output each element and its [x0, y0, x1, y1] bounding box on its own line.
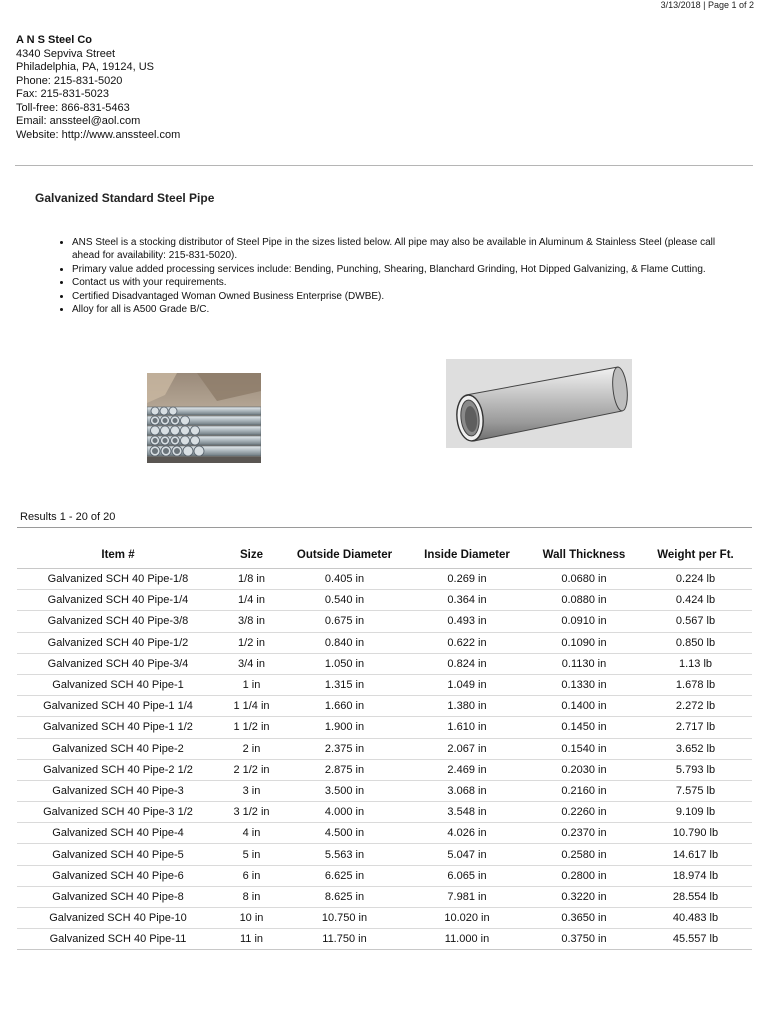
table-row [17, 908, 752, 929]
cell-outside-diameter: 1.900 in [284, 717, 405, 738]
pipe-spec-table [17, 541, 752, 950]
cell-inside-diameter: 1.380 in [405, 696, 529, 717]
cell-wall-thickness: 0.0680 in [529, 569, 639, 590]
cell-outside-diameter: 3.500 in [284, 780, 405, 801]
company-city: Philadelphia, PA, 19124, US [16, 61, 154, 73]
table-row [17, 886, 752, 907]
cell-outside-diameter: 1.315 in [284, 674, 405, 695]
cell-size: 3 1/2 in [219, 802, 284, 823]
header-divider [15, 165, 753, 166]
cell-size: 1/4 in [219, 590, 284, 611]
table-row [17, 865, 752, 886]
cell-item[interactable]: Galvanized SCH 40 Pipe-1 [17, 674, 219, 695]
cell-outside-diameter: 11.750 in [284, 929, 405, 950]
cell-wall-thickness: 0.2160 in [529, 780, 639, 801]
cell-inside-diameter: 11.000 in [405, 929, 529, 950]
column-header-item: Item # [17, 541, 219, 569]
cell-item[interactable]: Galvanized SCH 40 Pipe-2 [17, 738, 219, 759]
company-fax: Fax: 215-831-5023 [16, 88, 109, 100]
page-stamp: 3/13/2018 | Page 1 of 2 [660, 0, 754, 10]
cell-inside-diameter: 1.049 in [405, 674, 529, 695]
cell-weight: 1.678 lb [639, 674, 752, 695]
column-header-weight: Weight per Ft. [639, 541, 752, 569]
company-phone: Phone: 215-831-5020 [16, 74, 123, 87]
table-row [17, 738, 752, 759]
table-row [17, 929, 752, 950]
cell-wall-thickness: 0.3220 in [529, 886, 639, 907]
cell-wall-thickness: 0.0910 in [529, 611, 639, 632]
results-count: Results 1 - 20 of 20 [20, 511, 116, 523]
cell-outside-diameter: 2.375 in [284, 738, 405, 759]
cell-item[interactable]: Galvanized SCH 40 Pipe-2 1/2 [17, 759, 219, 780]
cell-item[interactable]: Galvanized SCH 40 Pipe-3 1/2 [17, 802, 219, 823]
list-item: • Primary value added processing services include: Bending, Punching, Shearing, Blanchard Grinding, Hot Dipped Galvanizing, & Flame Cutting. [72, 263, 742, 276]
cell-inside-diameter: 2.067 in [405, 738, 529, 759]
table-row [17, 780, 752, 801]
company-tollfree: Toll-free: 866-831-5463 [16, 101, 130, 114]
column-header-inside-diameter: Inside Diameter [405, 541, 529, 569]
cell-item[interactable]: Galvanized SCH 40 Pipe-11 [17, 929, 219, 950]
list-item: • Contact us with your requirements. [72, 276, 742, 289]
single-pipe-illustration [446, 359, 632, 448]
cell-inside-diameter: 0.824 in [405, 653, 529, 674]
list-item: • Certified Disadvantaged Woman Owned Business Enterprise (DWBE). [72, 290, 742, 303]
cell-outside-diameter: 4.500 in [284, 823, 405, 844]
pipe-stack-photo [147, 373, 261, 463]
company-address: 4340 Sepviva Street [16, 47, 116, 60]
cell-outside-diameter: 0.840 in [284, 632, 405, 653]
cell-inside-diameter: 3.548 in [405, 802, 529, 823]
table-top-divider [17, 527, 752, 528]
list-item: • ANS Steel is a stocking distributor of Steel Pipe in the sizes listed below. All pipe may also be available in Aluminum & Stainless Steel (please call ahead for availability: 215-831-5020). [72, 236, 742, 263]
feature-list [58, 236, 742, 316]
cell-size: 2 in [219, 738, 284, 759]
cell-inside-diameter: 6.065 in [405, 865, 529, 886]
cell-inside-diameter: 2.469 in [405, 759, 529, 780]
cell-item[interactable]: Galvanized SCH 40 Pipe-1/8 [17, 569, 219, 590]
column-header-size: Size [219, 541, 284, 569]
table-row [17, 717, 752, 738]
cell-weight: 1.13 lb [639, 653, 752, 674]
cell-weight: 0.424 lb [639, 590, 752, 611]
cell-size: 3/4 in [219, 653, 284, 674]
cell-wall-thickness: 0.3650 in [529, 908, 639, 929]
cell-weight: 2.717 lb [639, 717, 752, 738]
table-row [17, 569, 752, 590]
cell-wall-thickness: 0.2260 in [529, 802, 639, 823]
cell-item[interactable]: Galvanized SCH 40 Pipe-1 1/4 [17, 696, 219, 717]
table-row [17, 611, 752, 632]
cell-inside-diameter: 10.020 in [405, 908, 529, 929]
cell-item[interactable]: Galvanized SCH 40 Pipe-3/8 [17, 611, 219, 632]
table-row [17, 823, 752, 844]
cell-item[interactable]: Galvanized SCH 40 Pipe-5 [17, 844, 219, 865]
table-row [17, 844, 752, 865]
cell-size: 11 in [219, 929, 284, 950]
column-header-wall-thickness: Wall Thickness [529, 541, 639, 569]
cell-wall-thickness: 0.2370 in [529, 823, 639, 844]
cell-weight: 7.575 lb [639, 780, 752, 801]
cell-size: 10 in [219, 908, 284, 929]
cell-item[interactable]: Galvanized SCH 40 Pipe-3 [17, 780, 219, 801]
table-row [17, 696, 752, 717]
cell-size: 1 1/4 in [219, 696, 284, 717]
cell-inside-diameter: 7.981 in [405, 886, 529, 907]
cell-wall-thickness: 0.1540 in [529, 738, 639, 759]
cell-inside-diameter: 1.610 in [405, 717, 529, 738]
table-row [17, 802, 752, 823]
cell-outside-diameter: 10.750 in [284, 908, 405, 929]
column-header-outside-diameter: Outside Diameter [284, 541, 405, 569]
cell-size: 1 in [219, 674, 284, 695]
cell-weight: 14.617 lb [639, 844, 752, 865]
cell-outside-diameter: 0.540 in [284, 590, 405, 611]
cell-size: 1/8 in [219, 569, 284, 590]
cell-inside-diameter: 0.622 in [405, 632, 529, 653]
cell-outside-diameter: 1.660 in [284, 696, 405, 717]
cell-wall-thickness: 0.1090 in [529, 632, 639, 653]
cell-wall-thickness: 0.0880 in [529, 590, 639, 611]
list-item: • Alloy for all is A500 Grade B/C. [72, 303, 742, 316]
company-email[interactable]: Email: anssteel@aol.com [16, 115, 141, 127]
cell-size: 3/8 in [219, 611, 284, 632]
cell-size: 4 in [219, 823, 284, 844]
company-website[interactable]: Website: http://www.anssteel.com [16, 128, 181, 141]
cell-weight: 2.272 lb [639, 696, 752, 717]
cell-outside-diameter: 1.050 in [284, 653, 405, 674]
cell-item[interactable]: Galvanized SCH 40 Pipe-6 [17, 865, 219, 886]
cell-inside-diameter: 0.493 in [405, 611, 529, 632]
cell-item[interactable]: Galvanized SCH 40 Pipe-8 [17, 886, 219, 907]
cell-outside-diameter: 2.875 in [284, 759, 405, 780]
cell-weight: 10.790 lb [639, 823, 752, 844]
cell-weight: 0.567 lb [639, 611, 752, 632]
cell-wall-thickness: 0.1130 in [529, 653, 639, 674]
cell-wall-thickness: 0.1450 in [529, 717, 639, 738]
cell-weight: 18.974 lb [639, 865, 752, 886]
cell-outside-diameter: 0.405 in [284, 569, 405, 590]
table-row [17, 674, 752, 695]
cell-weight: 45.557 lb [639, 929, 752, 950]
cell-wall-thickness: 0.2800 in [529, 865, 639, 886]
company-info [16, 34, 180, 142]
cell-weight: 0.224 lb [639, 569, 752, 590]
cell-item[interactable]: Galvanized SCH 40 Pipe-1/4 [17, 590, 219, 611]
cell-outside-diameter: 5.563 in [284, 844, 405, 865]
cell-inside-diameter: 5.047 in [405, 844, 529, 865]
table-row [17, 590, 752, 611]
cell-weight: 9.109 lb [639, 802, 752, 823]
cell-size: 6 in [219, 865, 284, 886]
cell-wall-thickness: 0.2030 in [529, 759, 639, 780]
cell-item[interactable]: Galvanized SCH 40 Pipe-10 [17, 908, 219, 929]
cell-weight: 40.483 lb [639, 908, 752, 929]
table-row [17, 632, 752, 653]
company-name: A N S Steel Co [16, 34, 92, 46]
cell-item[interactable]: Galvanized SCH 40 Pipe-3/4 [17, 653, 219, 674]
table-row [17, 653, 752, 674]
cell-inside-diameter: 4.026 in [405, 823, 529, 844]
cell-inside-diameter: 0.269 in [405, 569, 529, 590]
cell-inside-diameter: 3.068 in [405, 780, 529, 801]
cell-size: 1 1/2 in [219, 717, 284, 738]
cell-wall-thickness: 0.1330 in [529, 674, 639, 695]
cell-outside-diameter: 0.675 in [284, 611, 405, 632]
cell-item[interactable]: Galvanized SCH 40 Pipe-1 1/2 [17, 717, 219, 738]
cell-outside-diameter: 8.625 in [284, 886, 405, 907]
page-title: Galvanized Standard Steel Pipe [35, 191, 215, 205]
cell-wall-thickness: 0.2580 in [529, 844, 639, 865]
cell-outside-diameter: 4.000 in [284, 802, 405, 823]
cell-size: 2 1/2 in [219, 759, 284, 780]
cell-wall-thickness: 0.3750 in [529, 929, 639, 950]
cell-weight: 3.652 lb [639, 738, 752, 759]
cell-size: 1/2 in [219, 632, 284, 653]
cell-item[interactable]: Galvanized SCH 40 Pipe-1/2 [17, 632, 219, 653]
cell-inside-diameter: 0.364 in [405, 590, 529, 611]
table-row [17, 759, 752, 780]
cell-weight: 5.793 lb [639, 759, 752, 780]
table-body [17, 569, 752, 950]
cell-weight: 0.850 lb [639, 632, 752, 653]
cell-outside-diameter: 6.625 in [284, 865, 405, 886]
cell-size: 3 in [219, 780, 284, 801]
cell-size: 8 in [219, 886, 284, 907]
cell-wall-thickness: 0.1400 in [529, 696, 639, 717]
table-header-row [17, 541, 752, 569]
cell-size: 5 in [219, 844, 284, 865]
cell-item[interactable]: Galvanized SCH 40 Pipe-4 [17, 823, 219, 844]
cell-weight: 28.554 lb [639, 886, 752, 907]
